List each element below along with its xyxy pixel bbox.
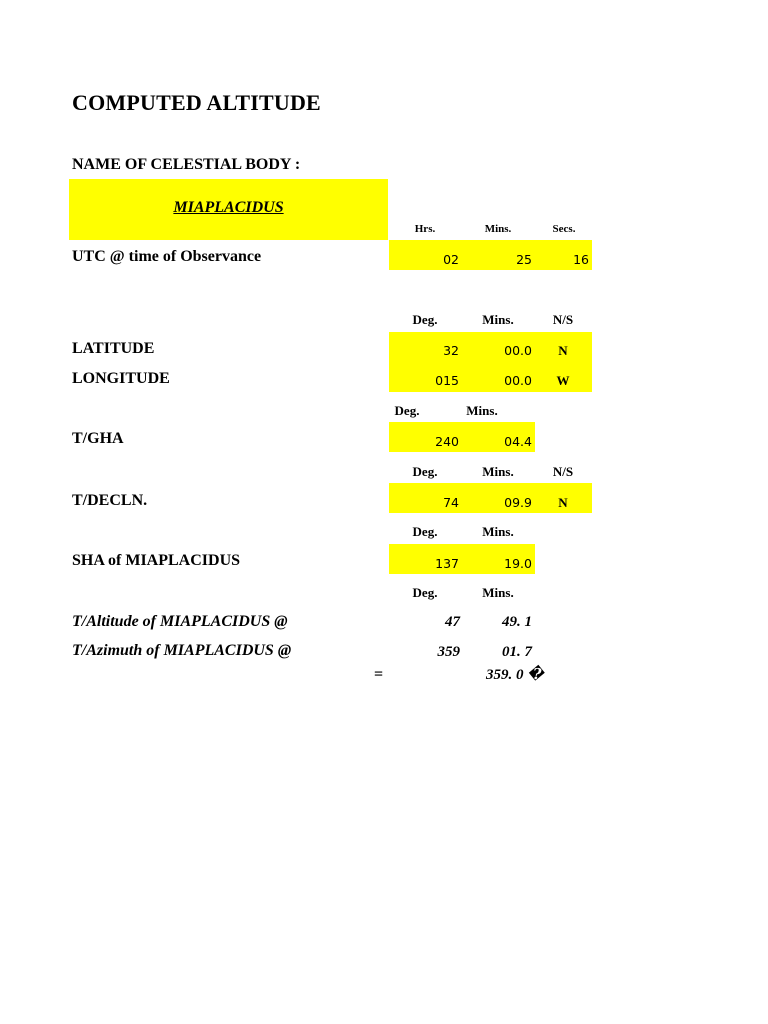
sha-header-deg: Deg. [412,524,438,539]
utc-minutes-value[interactable]: 25 [516,252,532,267]
sha-mins-value[interactable]: 19.0 [504,556,532,571]
header-mins: Mins. [482,312,514,327]
altitude-label: T/Altitude of MIAPLACIDUS @ [72,613,288,630]
azimuth-mins-value: 01. 7 [502,644,532,660]
tdecln-header-mins: Mins. [482,464,514,479]
tgha-header-deg: Deg. [394,403,420,418]
utc-label: UTC @ time of Observance [72,248,262,265]
azimuth-label: T/Azimuth of MIAPLACIDUS @ [72,642,292,659]
header-deg: Deg. [412,312,438,327]
celestial-body-name: MIAPLACIDUS [173,199,284,216]
celestial-body-label: NAME OF CELESTIAL BODY : [72,156,301,173]
longitude-dir-value[interactable]: W [556,373,570,388]
tdecln-header-ns: N/S [552,464,574,479]
header-hrs: Hrs. [414,223,436,235]
tdecln-mins-value[interactable]: 09.9 [504,495,532,510]
latitude-deg-value[interactable]: 32 [443,343,459,358]
header-secs: Secs. [552,223,576,235]
sha-deg-value[interactable]: 137 [435,556,459,571]
azimuth-total-value: 359. 0 � [486,667,544,683]
latitude-mins-value[interactable]: 00.0 [504,343,532,358]
longitude-label: LONGITUDE [72,370,170,387]
utc-seconds-value[interactable]: 16 [573,252,589,267]
tdecln-deg-value[interactable]: 74 [443,495,459,510]
tdecln-dir-value[interactable]: N [558,495,568,510]
header-mins: Mins. [484,223,512,235]
tgha-header-mins: Mins. [466,403,498,418]
sha-header-mins: Mins. [482,524,514,539]
altitude-deg-value: 47 [445,614,460,630]
tgha-mins-value[interactable]: 04.4 [504,434,532,449]
results-header-deg: Deg. [412,585,438,600]
results-header-mins: Mins. [482,585,514,600]
tdecln-header-deg: Deg. [412,464,438,479]
tgha-label: T/GHA [72,430,124,447]
longitude-deg-value[interactable]: 015 [435,373,459,388]
page-title: COMPUTED ALTITUDE [72,90,321,115]
latitude-label: LATITUDE [72,340,155,357]
altitude-mins-value: 49. 1 [502,614,532,630]
latitude-dir-value[interactable]: N [558,343,568,358]
tgha-deg-value[interactable]: 240 [435,434,459,449]
header-ns: N/S [552,312,574,327]
tdecln-label: T/DECLN. [72,492,148,509]
equals-sign: = [374,666,384,683]
azimuth-deg-value: 359 [437,644,460,660]
sha-label: SHA of MIAPLACIDUS [72,552,241,569]
longitude-mins-value[interactable]: 00.0 [504,373,532,388]
celestial-body-cell[interactable] [69,179,388,240]
utc-hours-value[interactable]: 02 [443,252,459,267]
